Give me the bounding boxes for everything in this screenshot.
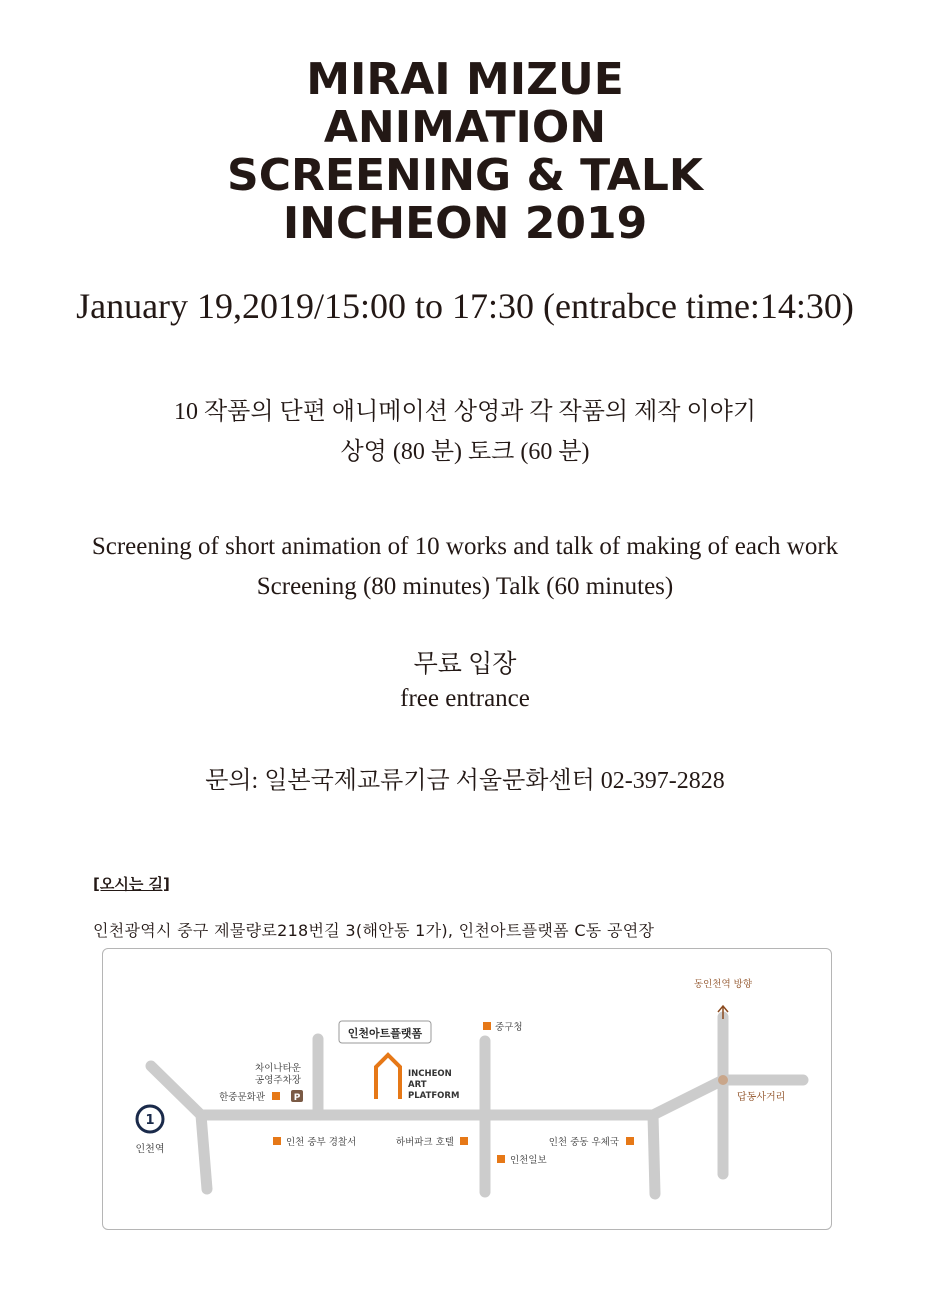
landmark-hotel-label: 하버파크 호텔 — [395, 1137, 454, 1148]
location-map — [102, 948, 832, 1230]
landmark-post-office-label: 인천 중동 우체국 — [548, 1137, 619, 1148]
map-roads — [151, 1017, 803, 1194]
landmark-police-marker — [273, 1137, 281, 1145]
korean-description-line-1: 10 작품의 단편 애니메이션 상영과 각 작품의 제작 이야기 — [173, 399, 757, 425]
event-datetime: January 19,2019/15:00 to 17:30 (entrabce time:14:30) — [76, 286, 854, 326]
admission-info — [0, 648, 930, 716]
landmark-post-office-marker — [626, 1137, 634, 1145]
landmark-hanjung-label: 한중문화관 — [219, 1092, 265, 1103]
directions-heading: [오시는 길] — [93, 875, 170, 893]
landmark-junggu-label: 중구청 — [495, 1022, 523, 1033]
landmark-hotel-marker — [460, 1137, 468, 1145]
venue-logo-icon — [376, 1055, 400, 1099]
parking-icon-letter: P — [293, 1093, 301, 1103]
title-line-2: ANIMATION — [323, 102, 607, 153]
title-line-3: SCREENING & TALK — [227, 150, 703, 201]
landmark-hanjung-marker — [272, 1092, 280, 1100]
venue-logo-line-2: ART — [408, 1080, 427, 1090]
landmark-junggu-marker — [483, 1022, 491, 1030]
landmark-newspaper-marker — [497, 1155, 505, 1163]
station-label: 인천역 — [135, 1144, 165, 1155]
venue-logo-line-3: PLATFORM — [408, 1091, 460, 1101]
english-description-line-1: Screening of short animation of 10 works and talk of making of each work — [91, 533, 839, 560]
station-number: 1 — [145, 1113, 155, 1128]
english-description-line-2: Screening (80 minutes) Talk (60 minutes) — [256, 573, 674, 600]
direction-label: 동인천역 방향 — [693, 979, 753, 990]
venue-logo-line-1: INCHEON — [408, 1069, 452, 1079]
map-svg — [103, 949, 833, 1231]
landmark-police-label: 인천 중부 경찰서 — [286, 1137, 357, 1148]
intersection-dot — [718, 1075, 728, 1085]
road-post-south — [653, 1115, 655, 1194]
intersection-label: 답동사거리 — [737, 1092, 786, 1103]
road-station-south — [201, 1115, 207, 1189]
korean-description — [0, 392, 930, 472]
parking-line-2: 공영주차장 — [255, 1075, 301, 1086]
landmark-newspaper-label: 인천일보 — [510, 1155, 547, 1166]
title-line-4: INCHEON 2019 — [282, 198, 648, 249]
contact-info: 문의: 일본국제교류기금 서울문화센터 02-397-2828 — [205, 768, 725, 794]
main-road — [151, 1066, 803, 1115]
venue-address: 인천광역시 중구 제물량로218번길 3(해안동 1가), 인천아트플랫폼 C동 공연장 — [93, 921, 655, 940]
admission-english: free entrance — [400, 685, 530, 712]
title-line-1: MIRAI MIZUE — [306, 54, 624, 105]
admission-korean: 무료 입장 — [413, 651, 517, 678]
venue-label: 인천아트플랫폼 — [347, 1027, 423, 1040]
english-description — [0, 527, 930, 607]
parking-line-1: 차이나타운 — [255, 1063, 301, 1074]
korean-description-line-2: 상영 (80 분) 토크 (60 분) — [340, 439, 590, 465]
event-title — [0, 56, 930, 248]
